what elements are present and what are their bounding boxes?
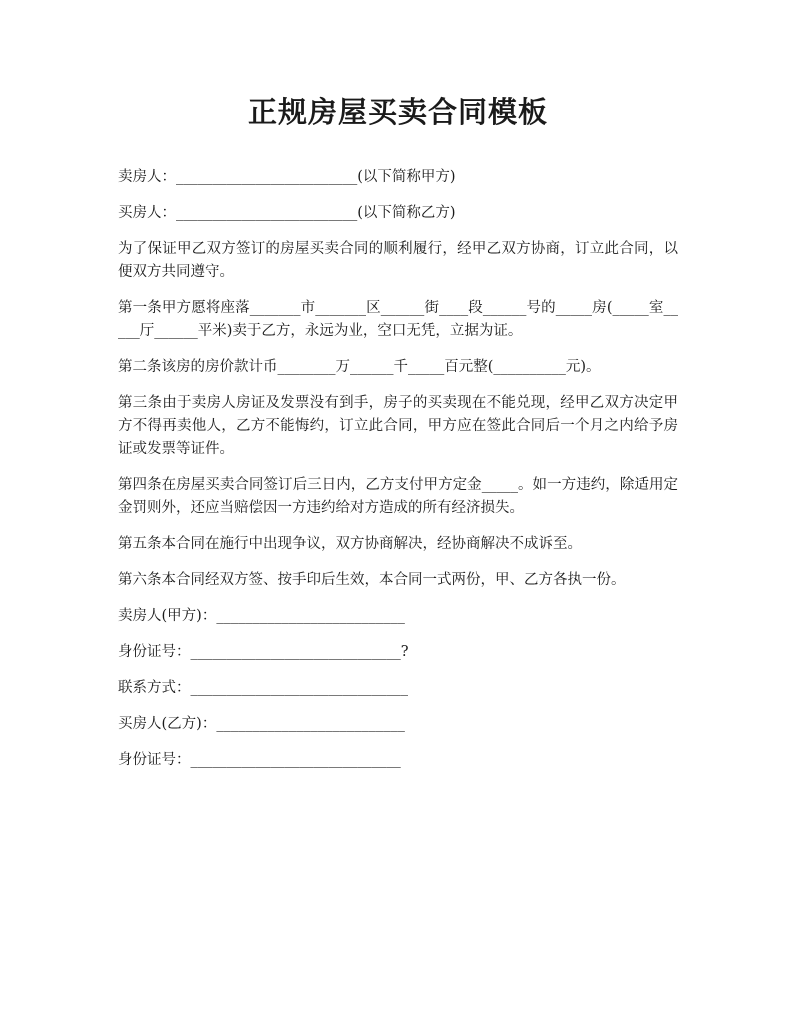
seller-id-field: 身份证号：_____________________________? [118,644,409,660]
buyer-party-field: 买房人(乙方)：__________________________ [118,716,405,732]
document-title: 正规房屋买卖合同模板 [247,95,548,129]
buyer-id-field: 身份证号：_____________________________ [118,752,401,768]
intro-paragraph: 为了保证甲乙双方签订的房屋买卖合同的顺利履行，经甲乙双方协商，订立此合同，以便双方共同遵守。 [118,241,678,280]
article-4: 第四条在房屋买卖合同签订后三日内，乙方支付甲方定金_____。如一方违约，除适用定金罚则外，还应当赔偿因一方违约给对方造成的所有经济损失。 [118,477,678,516]
buyer-line: 买房人：_________________________(以下简称乙方) [118,205,456,221]
article-1: 第一条甲方愿将座落_______市_______区______街____段______号的_____房(_____室_____厅______平米)卖于乙方，永远为业，空口无凭，立据为证。 [118,300,678,339]
seller-party-field: 卖房人(甲方)：__________________________ [118,608,405,624]
article-5: 第五条本合同在施行中出现争议，双方协商解决，经协商解决不成诉至。 [118,536,582,552]
contact-field: 联系方式：______________________________ [118,680,408,696]
article-6: 第六条本合同经双方签、按手印后生效，本合同一式两份，甲、乙方各执一份。 [118,572,626,588]
article-2: 第二条该房的房价款计币________万______千_____百元整(__________元)。 [118,359,601,375]
article-3: 第三条由于卖房人房证及发票没有到手，房子的买卖现在不能兑现，经甲乙双方决定甲方不得再卖他人，乙方不能悔约，订立此合同，甲方应在签此合同后一个月之内给予房证或发票等证件。 [118,395,678,457]
seller-line: 卖房人：_________________________(以下简称甲方) [118,169,456,185]
